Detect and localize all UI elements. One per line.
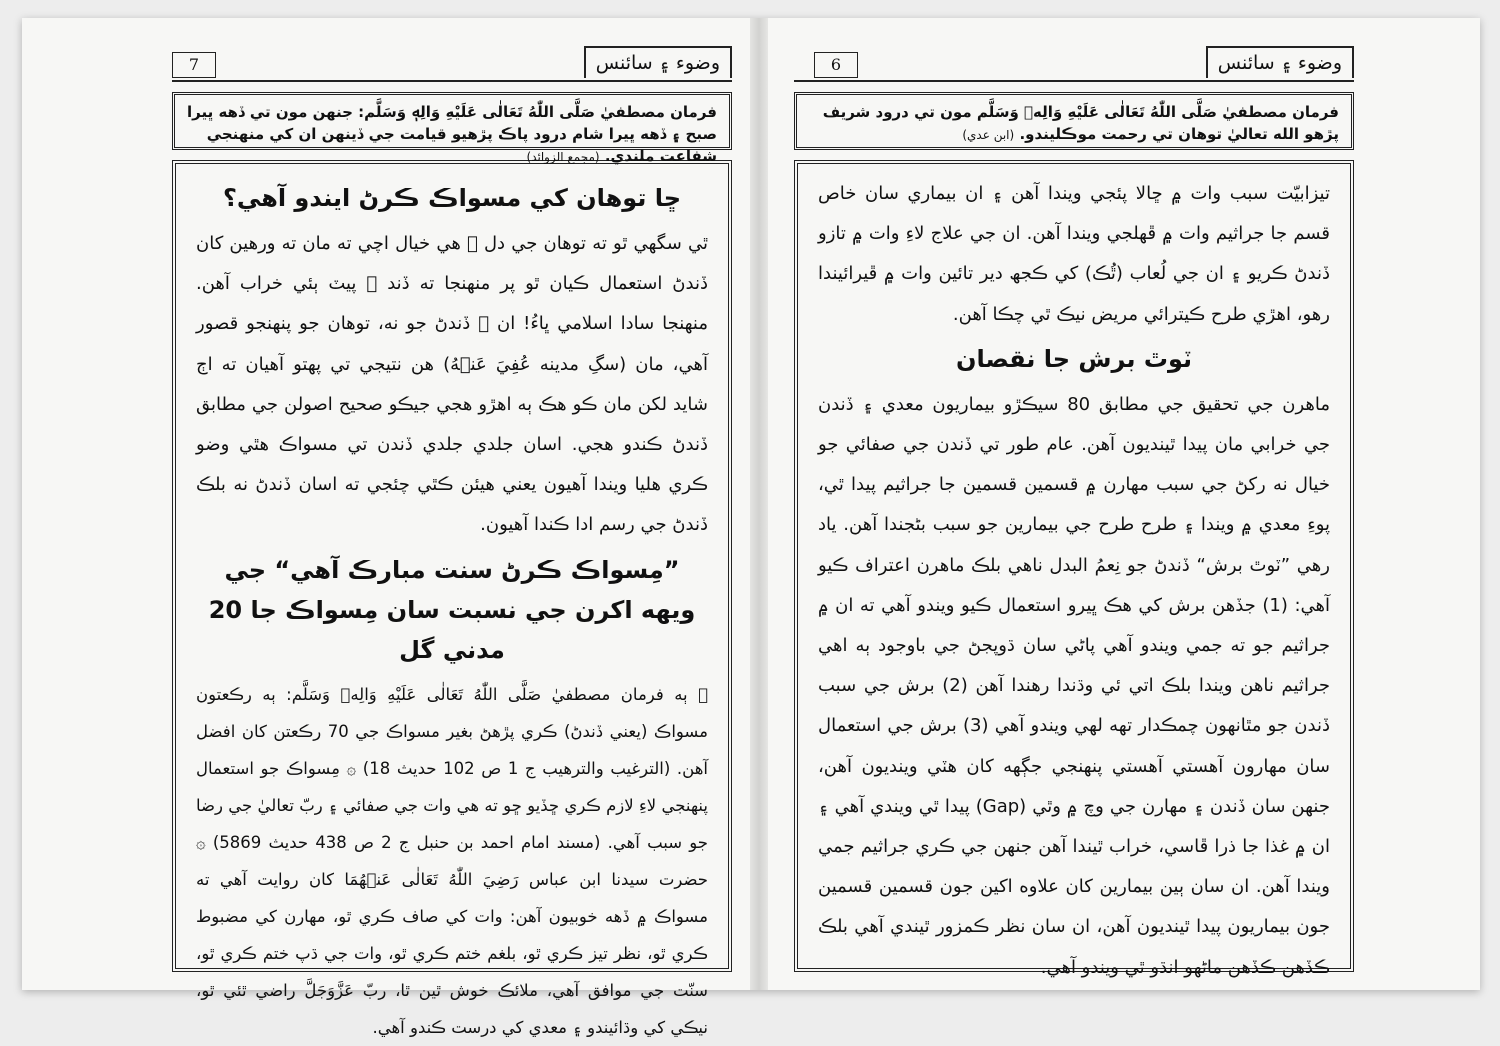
- running-title: وضوء ۽ سائنس: [584, 46, 732, 78]
- hadith-box: [794, 92, 1354, 150]
- running-header: [172, 40, 732, 82]
- page-number: 7: [172, 52, 216, 78]
- section-heading: ڇا توهان کي مسواڪ ڪرڻ ايندو آهي؟: [222, 184, 681, 212]
- right-page: [794, 40, 1354, 985]
- page-body: [794, 160, 1354, 978]
- hadith-text: فرمان مصطفيٰ صَلَّى اللّٰهُ تَعَالٰى عَلَيْهِ وَالِهٖ وَسَلَّم مون تي درود شريف پڙهو الله تعاليٰ توهان تي رحمت موڪليندو.: [822, 103, 1339, 143]
- page-number: 6: [814, 52, 858, 78]
- open-booklet: [22, 18, 1480, 1037]
- running-title: وضوء ۽ سائنس: [1206, 46, 1354, 78]
- section-heading: ٽوٿ برش جا نقصان: [955, 344, 1193, 373]
- body-paragraph: ماهرن جي تحقيق جي مطابق 80 سيڪڙو بيماريون معدي ۽ ڏندن جي خرابي مان پيدا ٿينديون آهن. عام طور تي ڏندن جي صفائي جو خيال نه رکڻ جي سبب مهارن ۾ قسمين قسمين جا جراثيم پيدا ٿي، پوءِ معدي ۾ ويندا ۽ طرح طرح جي بيمارين جو سبب بڻجندا آهن. ياد رهي ”ٽوٿ برش“ ڏندڻ جو نِعمُ البدل ناهي بلڪ ماهرن اعتراف ڪيو آهي: (1) جڏهن برش کي هڪ ڀيرو استعمال ڪيو ويندو آهي ته ان ۾ جراثيم جو ته جمي ويندو آهي پاڻي سان ڌوپجڻ جي باوجود ٻه اهي جراثيم ناهن ويندا بلڪ اتي ئي وڌندا رهندا آهن (2) برش جي سبب ڏندن جو مٿانهون چمڪدار تهه لهي ويندو آهي (3) برش جي استعمال سان مهارون آهستي آهستي پنهنجي جڳهه کان هٽي وينديون آهن، جنهن سان ڏندن ۽ مهارن جي وچ ۾ وٿي (Gap) پيدا ٿي ويندي آهي ۽ ان ۾ غذا جا ذرا ڦاسي، خراب ٿيندا آهن جنهن جي ڪري جراثيم جمي ويندا آهن. ان سان ٻين بيمارين کان علاوه اکين جون قسمين قسمين جون بيماريون پيدا ٿينديون آهن، ان سان نظر ڪمزور ٿيندي آهي بلڪ ڪڏهن ڪڏهن ماڻهو انڌو ٿي ويندو آهي.: [818, 393, 1331, 978]
- body-paragraph: تيزابيّت سبب وات ۾ ڇالا پئجي ويندا آهن ۽ ان بيماري سان خاص قسم جا جراثيم وات ۾ ڦهلجي ويندا آهن. ان جي علاج لاءِ وات ۾ تازو ڏندڻ ڪريو ۽ ان جي لُعاب (ٿُڪ) کي ڪجھ دير تائين وات ۾ ڦيرائيندا رهو، اهڙي طرح ڪيترائي مريض نيڪ ٿي چڪا آهن.: [818, 183, 1330, 325]
- page-body: [172, 160, 732, 1037]
- left-page: [172, 40, 732, 1037]
- hadith-box: [172, 92, 732, 165]
- hadith-source: (مجمع الزوائد): [526, 150, 600, 164]
- hadith-text: فرمان مصطفيٰ صَلَّى اللّٰهُ تَعَالٰى عَلَيْهِ وَالِهٖ وَسَلَّم: جنهن مون تي ڏهه ڀيرا صبح ۽ ڏهه ڀيرا شام درود پاڪ پڙهيو قيامت جي ڏينهن ان کي منهنجي شفاعت ملندي.: [187, 103, 717, 165]
- book-spine: [750, 18, 768, 990]
- running-header: [794, 40, 1354, 82]
- hadith-source: (ابن عدي): [962, 128, 1015, 142]
- body-paragraph: ۞ ٻه فرمان مصطفيٰ صَلَّى اللّٰهُ تَعَالٰى عَلَيْهِ وَالِهٖ وَسَلَّم: ٻه رڪعتون مسواڪ (يعني ڏندڻ) ڪري پڙهڻ بغير مسواڪ جي 70 رڪعتن کان افضل آهن. (الترغيب والترهيب ج 1 ص 102 حديث 18) ۞ مِسواڪ جو استعمال پنهنجي لاءِ لازم ڪري ڇڏيو ڇو ته هي وات جي صفائي ۽ ربّ تعاليٰ جي رضا جو سبب آهي. (مسند امام احمد بن حنبل ج 2 ص 438 حديث 5869) ۞ حضرت سيدنا ابن عباس رَضِيَ اللّٰهُ تَعَالٰى عَنۡهُمَا کان روايت آهي ته مسواڪ ۾ ڏهه خوبيون آهن: وات کي صاف ڪري ٿو، مهارن کي مضبوط ڪري ٿو، نظر تيز ڪري ٿو، بلغم ختم ڪري ٿو، وات جي ڌپ ختم ڪري ٿو، سنّت جي موافق آهي، ملائڪ خوش ٿين ٿا، ربّ عَزَّوَجَلَّ راضي ٿئي ٿو، نيڪي کي وڌائيندو ۽ معدي کي درست ڪندو آهي.: [196, 684, 708, 1037]
- section-heading: ”مِسواڪ ڪرڻ سنت مبارڪ آهي“ جي ويهه اکرن جي نسبت سان مِسواڪ جا 20 مدني گل: [208, 555, 696, 664]
- body-paragraph: ٿي سگهي ٿو ته توهان جي دل ۾ هي خيال اچي ته مان ته ورهين کان ڏندڻ استعمال ڪيان ٿو پر منهنجا ته ڏند ۽ پيٽ ٻئي خراب آهن. منهنجا سادا اسلامي ڀاءُ! ان ۾ ڏندڻ جو نه، توهان جو پنهنجو قصور آهي، مان (سگِ مدينه عُفِيَ عَنۡهُ) هن نتيجي تي پهتو آهيان ته اڄ شايد لکن مان ڪو هڪ ٻه اهڙو هجي جيڪو صحيح اصولن جي مطابق ڏندڻ ڪندو هجي. اسان جلدي جلدي ڏندن تي مسواڪ هٿي وضو ڪري هليا ويندا آهيون يعني هيئن ڪٿي چئجي ته اسان ڏندڻ نه بلڪ ڏندڻ جي رسم ادا ڪندا آهيون.: [196, 233, 708, 536]
